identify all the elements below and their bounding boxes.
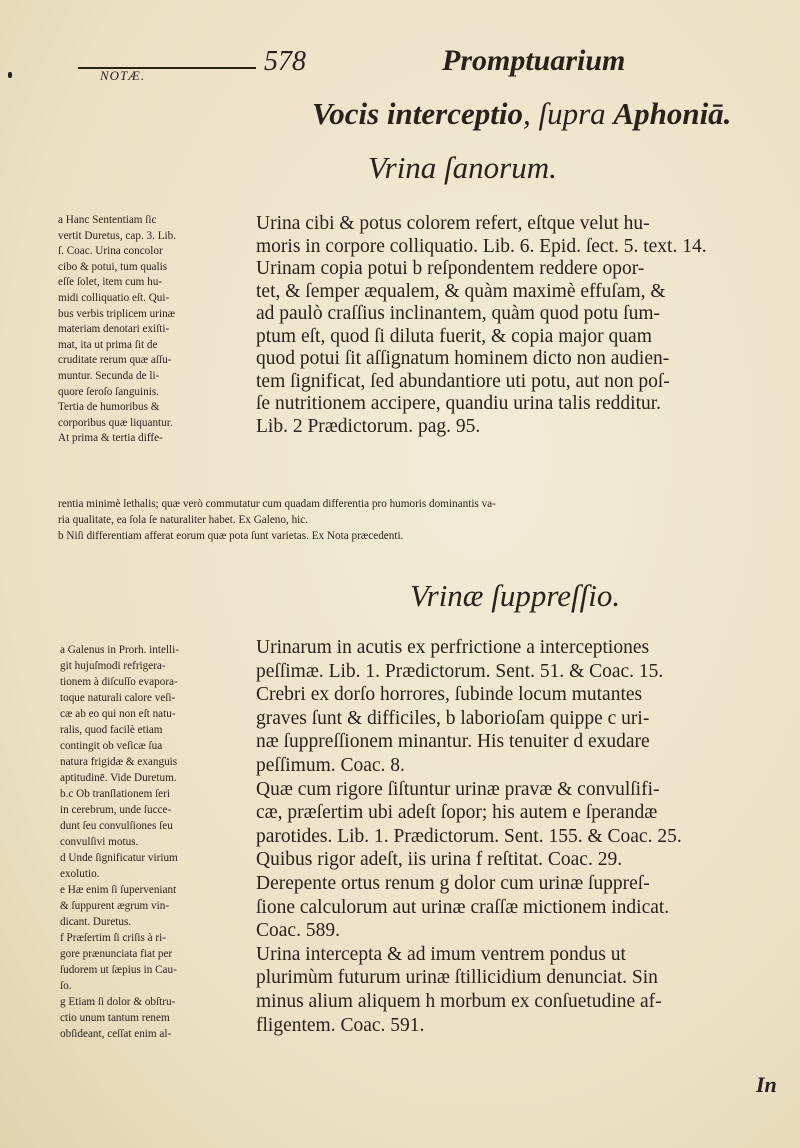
footnote-line: b Niſi differentiam afferat eorum quæ pota ſunt varietas. Ex Nota præcedenti. [58, 530, 404, 542]
text-line: Lib. 2 Prædictorum. pag. 95. [256, 415, 481, 437]
text-line: cæ, præſertim ubi adeſt ſopor; his autem e ſperandæ [256, 802, 658, 824]
sidenote-line: toque naturali calore veſi- [60, 692, 176, 704]
sidenote-line: convulſivi motus. [60, 836, 139, 848]
ink-mark [8, 72, 12, 78]
sidenote-line: bus verbis triplicem urinæ [58, 307, 176, 320]
text-line: Urina cibi & potus colorem refert, eſtque velut hu- [256, 213, 650, 234]
text-line: peſſimum. Coac. 8. [256, 754, 405, 776]
text-line: Quæ cum rigore ſiſtuntur urinæ pravæ & convulſifi- [256, 778, 660, 800]
sidenote-line: a Hanc Sententiam ſic [58, 214, 157, 226]
text-line: minus alium aliquem h morbum ex conſuetudine af- [256, 990, 662, 1012]
sidenote-line: cruditate rerum quæ aſſu- [58, 354, 172, 367]
sidenote-line: ralis, quod facilè etiam [60, 724, 163, 736]
section-heading-urina-sanorum: Vrina ſanorum. [368, 150, 557, 185]
sidenote-line: muntur. Secunda de li- [58, 369, 160, 382]
sidenote-line: quore ſeroſo ſanguinis. [58, 385, 159, 398]
sidenote-line: in cerebrum, unde ſucce- [60, 804, 172, 816]
text-line: quod potui ſit aſſignatum hominem dicto non audien- [256, 348, 670, 369]
sidenote-line: natura frigidæ & exanguis [60, 756, 178, 768]
text-line: ptum eſt, quod ſi diluta fuerit, & copia major quam [256, 325, 652, 347]
sidenote-line: dunt ſeu convulſiones ſeu [60, 820, 173, 832]
text-line: graves ſunt & difficiles, b laborioſam quippe c uri- [256, 707, 650, 729]
text-line: peſſimæ. Lib. 1. Prædictorum. Sent. 51. & Coac. 15. [256, 660, 664, 682]
text-line: næ ſuppreſſionem minantur. His tenuiter d exudare [256, 731, 650, 753]
sidenotes-urina-sanorum [58, 213, 268, 447]
sidenote-line: ſudorem ut ſæpius in Cau- [60, 964, 177, 976]
sidenote-line: Tertia de humoribus & [58, 401, 160, 414]
sidenote-line: ctio unum tantum renem [60, 1012, 170, 1024]
text-line: tem ſignificat, ſed abundantiore uti potu, aut non poſ- [256, 370, 670, 392]
text-line: Urina intercepta & ad imum ventrem pondus ut [256, 943, 626, 965]
text-line: Urinarum in acutis ex perfrictione a interceptiones [256, 637, 650, 658]
sidenote-line: corporibus quæ liquantur. [58, 416, 173, 429]
text-line: ſione calculorum aut urinæ craſſæ mictionem indicat. [256, 896, 670, 918]
page-number: 578 [264, 46, 306, 77]
main-text-urina-sanorum [256, 213, 796, 438]
sidenote-line: d Unde ſignificatur virium [60, 852, 178, 864]
sidenote-line: midi colliquatio eſt. Qui- [58, 291, 170, 304]
sidenote-line: exolutio. [60, 868, 100, 880]
sidenote-line: g Etiam ſi dolor & obſtru- [60, 996, 176, 1008]
section-heading-vocis [312, 96, 731, 132]
text-line: Derepente ortus renum g dolor cum urinæ ſuppreſ- [256, 872, 650, 894]
sidenote-line: dicant. Duretus. [60, 916, 132, 928]
catchword: In [756, 1072, 777, 1097]
heading-part: Aphoniā. [613, 96, 732, 131]
text-line: moris in corpore colliquatio. Lib. 6. Epid. ſect. 5. text. 14. [256, 235, 707, 257]
text-line: Crebri ex dorſo horrores, ſubinde locum mutantes [256, 684, 643, 706]
text-line: parotides. Lib. 1. Prædictorum. Sent. 155. & Coac. 25. [256, 825, 682, 847]
header-notae: NOTÆ. [100, 68, 146, 83]
sidenote-line: eſſe ſolet, item cum hu- [58, 276, 163, 289]
text-line: tet, & ſemper æqualem, & quàm maximè effuſam, & [256, 280, 666, 302]
text-line: Urinam copia potui b reſpondentem reddere opor- [256, 258, 645, 279]
sidenotes-urinae-suppressio [60, 642, 260, 1042]
sidenote-line: At prima & tertia diffe- [58, 432, 163, 445]
sidenote-line: a Galenus in Prorh. intelli- [60, 644, 179, 656]
footnote-line: ria qualitate, ea ſola ſe naturaliter habet. Ex Galeno, hic. [58, 514, 309, 526]
heading-part: , ſupra [522, 96, 614, 131]
sidenote-line: & ſuppurent ægrum vin- [60, 900, 170, 912]
main-text-urinae-suppressio [256, 636, 796, 1037]
sidenote-line: contingit ob veſicæ ſua [60, 740, 163, 752]
text-line: ad paulò craſſius inclinantem, quàm quod potu ſum- [256, 303, 660, 324]
sidenote-line: b.c Ob tranſlationem ſeri [60, 788, 170, 800]
sidenote-line: f Præſertim ſi criſis à ri- [60, 932, 166, 944]
heading-part: Vocis interceptio [312, 96, 523, 131]
section-heading-urinae-suppressio: Vrinæ ſuppreſſio. [410, 578, 621, 613]
text-line: plurimùm futurum urinæ ſtillicidium denunciat. Sin [256, 967, 658, 989]
text-line: Quibus rigor adeſt, iis urina f reſtitat. Coac. 29. [256, 849, 623, 871]
text-line: fligentem. Coac. 591. [256, 1014, 425, 1036]
sidenote-line: ſo. [60, 980, 72, 992]
sidenote-line: ſ. Coac. Urina concolor [58, 245, 163, 258]
footnote-line: rentia minimè lethalis; quæ verò commutatur cum quadam differentia pro humoris dominantis va- [58, 498, 496, 510]
sidenote-line: mat, ita ut prima ſit de [58, 338, 158, 351]
text-line: Coac. 589. [256, 920, 340, 942]
sidenote-line: vertit Duretus, cap. 3. Lib. [58, 229, 177, 242]
running-title: Promptuarium [442, 44, 626, 77]
sidenote-line: cibo & potui, tum qualis [58, 260, 168, 273]
sidenote-line: cæ ab eo qui non eſt natu- [60, 708, 176, 720]
sidenote-line: obſideant, ceſſat enim al- [60, 1028, 172, 1040]
text-line: ſe nutritionem accipere, quandiu urina talis redditur. [256, 393, 662, 414]
sidenote-line: e Hæ enim ſi ſuperveniant [60, 884, 177, 896]
sidenote-line: aptitudinē. Vide Duretum. [60, 772, 177, 784]
sidenote-line: tionem à diſcuſſo evapora- [60, 676, 178, 688]
footnotes-urina-sanorum [58, 496, 496, 544]
sidenote-line: materiam denotari exiſti- [58, 323, 170, 336]
sidenote-line: gore prænunciata fiat per [60, 948, 173, 960]
sidenote-line: git hujuſmodi refrigera- [60, 660, 166, 672]
